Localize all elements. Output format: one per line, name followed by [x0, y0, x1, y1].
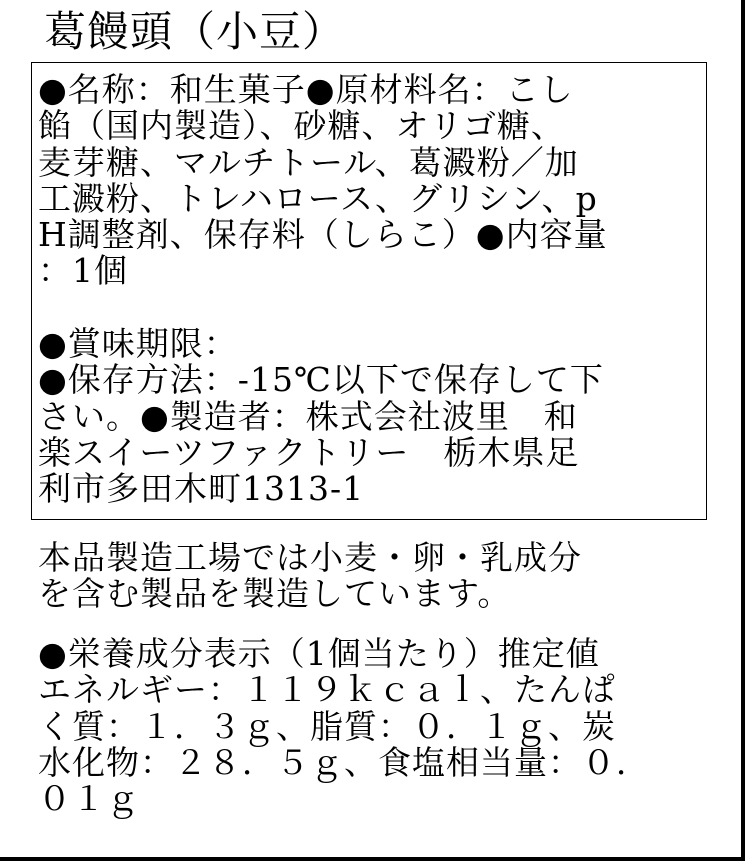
storage-line: ●保存方法：-15℃以下で保存して下: [38, 360, 604, 400]
manufacturer-line: さい。●製造者：株式会社波里 和: [38, 396, 578, 436]
ingredient-box: [31, 62, 707, 520]
ingredient-line: 麦芽糖、マルチトール、葛澱粉／加: [38, 142, 579, 182]
blank-line: [38, 290, 706, 326]
ingredient-line: ●名称：和生菓子●原材料名：こし: [38, 70, 574, 109]
content-quantity-line: ：1個: [38, 251, 128, 291]
ingredient-line: H調整剤、保存料（しらこ）●内容量: [38, 215, 608, 255]
manufacturer-address-line: 利市多田木町1313-1: [38, 469, 365, 509]
nutrition-facts: [38, 636, 650, 817]
allergen-line: を含む製品を製造しています。: [38, 574, 512, 614]
product-title: 葛饅頭（小豆）: [44, 7, 346, 56]
ingredient-line: 工澱粉、トレハロース、グリシン、p: [38, 178, 598, 218]
ingredient-line: 餡（国内製造）、砂糖、オリゴ糖、: [38, 106, 565, 146]
nutrition-heading: ●栄養成分表示（1個当たり）推定値: [38, 634, 600, 673]
best-before-line: ●賞味期限：: [38, 324, 238, 364]
manufacturer-line: 楽スイーツファクトリー 栃木県足: [38, 432, 580, 472]
allergen-line: 本品製造工場では小麦・卵・乳成分: [38, 538, 582, 577]
nutrition-line: く質：１．３ｇ、脂質：０．１ｇ、炭: [38, 706, 616, 746]
allergen-notice: [38, 540, 582, 613]
nutrition-line: 水化物：２８．５ｇ、食塩相当量：０．: [38, 742, 650, 782]
nutrition-line: ０１ｇ: [38, 779, 140, 819]
nutrition-line: エネルギー：１１９ｋｃａｌ、たんぱ: [38, 670, 616, 710]
